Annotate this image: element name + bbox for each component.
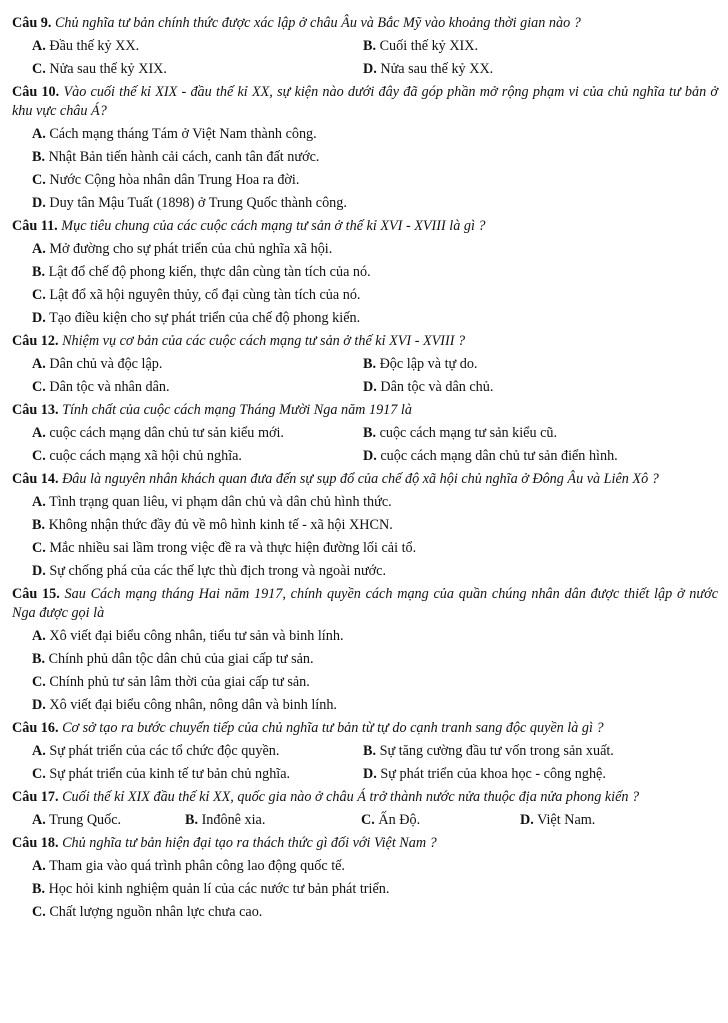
option-letter: A. <box>32 356 46 372</box>
answer-option <box>32 353 363 376</box>
option-text: cuộc cách mạng dân chủ tư sản điển hình. <box>380 448 618 464</box>
question-block <box>12 12 718 81</box>
option-letter: A. <box>32 743 46 759</box>
answer-option <box>363 763 718 786</box>
option-letter: B. <box>32 517 46 533</box>
option-text: Mắc nhiều sai lầm trong việc đề ra và thực hiện đường lối cải tổ. <box>49 540 417 556</box>
question-number: Câu 12. <box>12 333 59 349</box>
answer-option <box>12 855 718 878</box>
answer-options <box>12 238 718 330</box>
question-number: Câu 13. <box>12 402 59 418</box>
answer-option <box>32 376 363 399</box>
question-number: Câu 11. <box>12 218 58 234</box>
answer-option <box>12 625 718 648</box>
question-number: Câu 9. <box>12 15 52 31</box>
option-letter: A. <box>32 628 46 644</box>
question-stem <box>12 399 718 422</box>
answer-option <box>12 284 718 307</box>
question-stem <box>12 215 718 238</box>
option-text: Tham gia vào quá trình phân công lao động quốc tế. <box>49 858 345 874</box>
answer-options <box>12 422 718 468</box>
option-text: Việt Nam. <box>537 812 596 828</box>
option-text: Sự chống phá của các thế lực thù địch trong và ngoài nước. <box>49 563 387 579</box>
question-stem <box>12 468 718 491</box>
question-stem <box>12 330 718 353</box>
answer-option <box>12 123 718 146</box>
option-letter: C. <box>32 766 46 782</box>
option-letter: A. <box>32 241 46 257</box>
answer-option <box>12 146 718 169</box>
option-text: Đầu thế kỷ XX. <box>49 38 140 54</box>
option-text: Độc lập và tự do. <box>379 356 478 372</box>
question-text: Sau Cách mạng tháng Hai năm 1917, chính quyền cách mạng của quần chúng nhân dân được thiết lập ở nước Nga được gọi là <box>12 586 719 621</box>
option-letter: A. <box>32 126 46 142</box>
option-text: Không nhận thức đầy đủ về mô hình kinh tế - xã hội XHCN. <box>48 517 393 533</box>
answer-options <box>12 353 718 399</box>
question-block <box>12 330 718 399</box>
answer-options <box>12 625 718 717</box>
answer-options <box>12 809 718 832</box>
answer-option <box>12 169 718 192</box>
option-letter: B. <box>32 149 46 165</box>
answer-option <box>32 809 185 832</box>
answer-option <box>12 671 718 694</box>
question-text: Đâu là nguyên nhân khách quan đưa đến sự sụp đổ của chế độ xã hội chủ nghĩa ở Đông Âu và Liên Xô ? <box>62 471 659 487</box>
option-letter: D. <box>363 448 377 464</box>
option-letter: C. <box>361 812 375 828</box>
question-text: Cơ sở tạo ra bước chuyển tiếp của chủ nghĩa tư bản từ tự do cạnh tranh sang độc quyền là gì ? <box>62 720 604 736</box>
option-letter: D. <box>363 766 377 782</box>
answer-options <box>12 740 718 786</box>
option-letter: B. <box>363 425 377 441</box>
option-text: Sự phát triển của kinh tế tư bản chủ nghĩa. <box>49 766 291 782</box>
option-letter: A. <box>32 858 46 874</box>
question-block <box>12 81 718 215</box>
question-block <box>12 583 718 717</box>
option-letter: C. <box>32 287 46 303</box>
question-block <box>12 215 718 330</box>
answer-option <box>32 445 363 468</box>
question-block <box>12 717 718 786</box>
option-text: Nửa sau thế kỷ XIX. <box>49 61 167 77</box>
answer-options <box>12 855 718 924</box>
question-number: Câu 16. <box>12 720 59 736</box>
option-text: Dân tộc và dân chủ. <box>380 379 494 395</box>
option-letter: C. <box>32 61 46 77</box>
question-stem <box>12 81 718 123</box>
answer-option <box>361 809 520 832</box>
answer-option <box>12 307 718 330</box>
option-text: Sự phát triển của khoa học - công nghệ. <box>380 766 606 782</box>
answer-option <box>12 560 718 583</box>
option-text: Dân chủ và độc lập. <box>49 356 163 372</box>
option-text: Xô viết đại biểu công nhân, tiểu tư sản và binh lính. <box>49 628 344 644</box>
answer-option <box>185 809 361 832</box>
option-text: Tình trạng quan liêu, vi phạm dân chủ và dân chủ hình thức. <box>49 494 392 510</box>
option-letter: D. <box>32 310 46 326</box>
option-text: Lật đổ xã hội nguyên thủy, cổ đại cùng tàn tích của nó. <box>49 287 361 303</box>
question-text: Cuối thế kỉ XIX đầu thế kỉ XX, quốc gia nào ở châu Á trở thành nước nửa thuộc địa nửa phong kiến ? <box>62 789 640 805</box>
answer-options <box>12 123 718 215</box>
option-text: Lật đổ chế độ phong kiến, thực dân cùng tàn tích của nó. <box>48 264 371 280</box>
question-block <box>12 832 718 924</box>
option-text: Dân tộc và nhân dân. <box>49 379 170 395</box>
question-number: Câu 15. <box>12 586 60 602</box>
option-letter: C. <box>32 172 46 188</box>
option-letter: D. <box>520 812 534 828</box>
option-letter: C. <box>32 674 46 690</box>
option-letter: B. <box>32 651 46 667</box>
question-text: Tính chất của cuộc cách mạng Tháng Mười Nga năm 1917 là <box>62 402 412 418</box>
option-letter: B. <box>185 812 199 828</box>
option-letter: C. <box>32 904 46 920</box>
option-text: Mở đường cho sự phát triển của chủ nghĩa xã hội. <box>49 241 333 257</box>
answer-option <box>363 58 718 81</box>
question-text: Mục tiêu chung của các cuộc cách mạng tư sản ở thế kỉ XVI - XVIII là gì ? <box>61 218 486 234</box>
answer-option <box>363 353 718 376</box>
answer-option <box>12 238 718 261</box>
answer-options <box>12 35 718 81</box>
answer-option <box>12 261 718 284</box>
option-text: Cuối thế kỷ XIX. <box>379 38 479 54</box>
option-text: Tạo điều kiện cho sự phát triển của chế độ phong kiến. <box>49 310 361 326</box>
question-stem <box>12 583 718 625</box>
answer-option <box>12 491 718 514</box>
question-text: Chủ nghĩa tư bản chính thức được xác lập ở châu Âu và Bắc Mỹ vào khoảng thời gian nào ? <box>54 15 581 31</box>
question-stem <box>12 12 718 35</box>
option-text: cuộc cách mạng tư sản kiểu cũ. <box>379 425 558 441</box>
answer-option <box>32 740 363 763</box>
option-letter: B. <box>363 38 377 54</box>
question-block <box>12 399 718 468</box>
option-letter: D. <box>32 195 46 211</box>
answer-option <box>32 35 363 58</box>
question-stem <box>12 717 718 740</box>
question-number: Câu 17. <box>12 789 59 805</box>
option-text: Trung Quốc. <box>49 812 122 828</box>
question-number: Câu 14. <box>12 471 59 487</box>
answer-option <box>520 809 718 832</box>
answer-option <box>32 422 363 445</box>
answer-option <box>12 537 718 560</box>
question-number: Câu 18. <box>12 835 59 851</box>
option-letter: B. <box>363 356 377 372</box>
option-letter: C. <box>32 448 46 464</box>
option-text: Chính phủ dân tộc dân chủ của giai cấp tư sản. <box>48 651 314 667</box>
answer-option <box>12 878 718 901</box>
option-letter: B. <box>363 743 377 759</box>
option-text: Sự tăng cường đầu tư vốn trong sản xuất. <box>379 743 614 759</box>
answer-option <box>12 694 718 717</box>
answer-option <box>12 648 718 671</box>
option-letter: C. <box>32 379 46 395</box>
question-block <box>12 468 718 583</box>
answer-option <box>363 740 718 763</box>
question-number: Câu 10. <box>12 84 60 100</box>
option-text: Sự phát triển của các tổ chức độc quyền. <box>49 743 280 759</box>
option-letter: D. <box>363 61 377 77</box>
option-letter: C. <box>32 540 46 556</box>
answer-option <box>12 901 718 924</box>
question-text: Chủ nghĩa tư bản hiện đại tạo ra thách thức gì đối với Việt Nam ? <box>62 835 437 851</box>
question-stem <box>12 832 718 855</box>
answer-option <box>32 763 363 786</box>
option-text: Ấn Độ. <box>378 812 421 828</box>
option-text: Duy tân Mậu Tuất (1898) ở Trung Quốc thành công. <box>49 195 347 211</box>
option-letter: B. <box>32 881 46 897</box>
option-text: Cách mạng tháng Tám ở Việt Nam thành công. <box>49 126 317 142</box>
option-text: Học hỏi kinh nghiệm quản lí của các nước tư bản phát triển. <box>48 881 390 897</box>
answer-option <box>363 422 718 445</box>
option-text: cuộc cách mạng xã hội chủ nghĩa. <box>49 448 242 464</box>
question-text: Nhiệm vụ cơ bản của các cuộc cách mạng tư sản ở thế kỉ XVI - XVIII ? <box>62 333 466 349</box>
option-letter: D. <box>363 379 377 395</box>
option-text: Chính phủ tư sản lâm thời của giai cấp tư sản. <box>49 674 310 690</box>
option-letter: A. <box>32 425 46 441</box>
option-text: Nước Cộng hòa nhân dân Trung Hoa ra đời. <box>49 172 300 188</box>
option-letter: B. <box>32 264 46 280</box>
answer-option <box>363 376 718 399</box>
question-block <box>12 786 718 832</box>
option-letter: A. <box>32 38 46 54</box>
option-text: Nhật Bản tiến hành cải cách, canh tân đất nước. <box>48 149 320 165</box>
answer-option <box>363 35 718 58</box>
option-text: Xô viết đại biểu công nhân, nông dân và binh lính. <box>49 697 337 713</box>
answer-option <box>32 58 363 81</box>
answer-options <box>12 491 718 583</box>
question-text: Vào cuối thế kỉ XIX - đầu thế kỉ XX, sự kiện nào dưới đây đã góp phần mở rộng phạm vi của chủ nghĩa tư bản ở khu vực châu Á? <box>12 84 719 119</box>
option-text: Chất lượng nguồn nhân lực chưa cao. <box>49 904 263 920</box>
option-letter: D. <box>32 697 46 713</box>
option-text: Nửa sau thế kỷ XX. <box>380 61 494 77</box>
question-stem <box>12 786 718 809</box>
answer-option <box>363 445 718 468</box>
option-text: cuộc cách mạng dân chủ tư sản kiểu mới. <box>49 425 284 441</box>
answer-option <box>12 514 718 537</box>
answer-option <box>12 192 718 215</box>
option-letter: D. <box>32 563 46 579</box>
option-text: Inđônê xia. <box>201 812 266 828</box>
option-letter: A. <box>32 812 46 828</box>
option-letter: A. <box>32 494 46 510</box>
